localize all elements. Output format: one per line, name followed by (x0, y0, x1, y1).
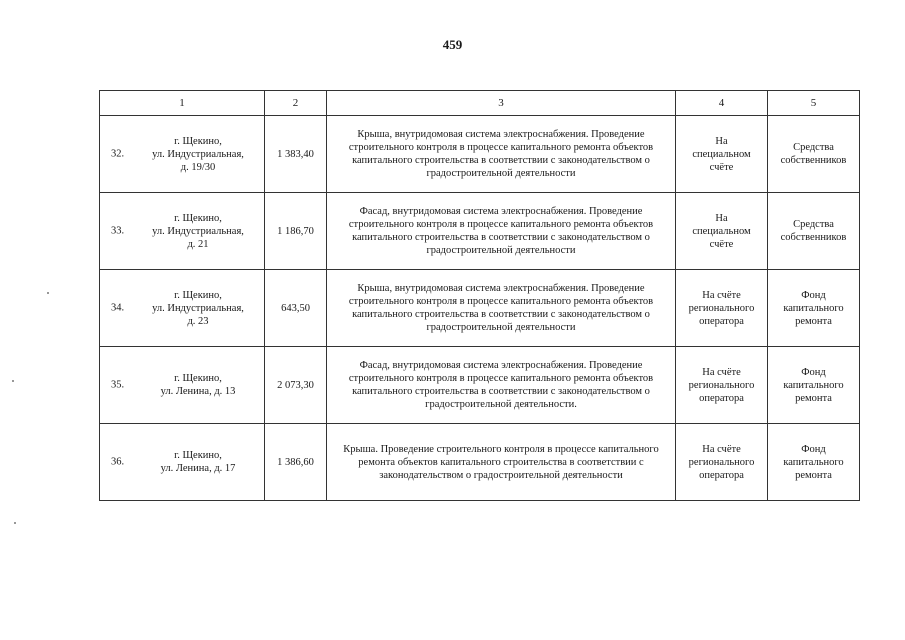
address-cell (100, 347, 265, 424)
address-line: г. Щекино, (174, 135, 222, 147)
fund-method-cell (676, 424, 768, 501)
fund-method-cell (676, 116, 768, 193)
fund-method-line: счёте (709, 161, 734, 173)
row-number: 33. (111, 225, 125, 237)
funding-source-line: капитального (783, 302, 844, 314)
area-cell: 643,50 (265, 270, 327, 347)
fund-method-line: регионального (688, 379, 755, 391)
address-line: г. Щекино, (174, 289, 222, 301)
address-line: г. Щекино, (174, 212, 222, 224)
row-number: 32. (111, 148, 125, 160)
address-lines (136, 212, 260, 251)
table-row (100, 347, 860, 424)
funding-source-cell (768, 116, 860, 193)
address-lines (136, 289, 260, 328)
fund-method-line: На (715, 135, 728, 147)
work-description-cell: Фасад, внутридомовая система электроснабжения. Проведение строительного контроля в процессе капитального ремонта объектов капитального строительства в соответствии с законодательством о градостроительной деятельности. (327, 347, 676, 424)
work-description-cell: Крыша, внутридомовая система электроснабжения. Проведение строительного контроля в процессе капитального ремонта объектов капитального строительства в соответствии с законодательством о градостроительной деятельности (327, 270, 676, 347)
fund-method-cell (676, 193, 768, 270)
funding-source-line: ремонта (795, 392, 832, 404)
page-number: 459 (442, 37, 463, 52)
funding-source-line: Средства (793, 142, 834, 153)
address-line: ул. Ленина, д. 13 (160, 386, 236, 397)
table-body (100, 116, 860, 501)
funding-source-line: ремонта (795, 469, 832, 481)
funding-source-line: собственников (780, 232, 847, 243)
address-line: ул. Индустриальная, (152, 302, 244, 314)
funding-source-line: Фонд (801, 443, 826, 455)
fund-method-line: специальном (692, 225, 751, 237)
fund-method-cell (676, 270, 768, 347)
fund-method-line: На счёте (702, 289, 741, 301)
funding-source-cell (768, 424, 860, 501)
repair-table (99, 90, 860, 501)
funding-source-cell (768, 347, 860, 424)
area-cell: 1 383,40 (265, 116, 327, 193)
address-line: д. 19/30 (180, 161, 216, 173)
work-description-cell: Крыша, внутридомовая система электроснабжения. Проведение строительного контроля в процессе капитального ремонта объектов капитального строительства в соответствии с законодательством о градостроительной деятельности (327, 116, 676, 193)
funding-source-cell (768, 270, 860, 347)
fund-method-line: счёте (709, 238, 734, 250)
address-line: д. 23 (187, 315, 209, 327)
address-line: д. 21 (187, 238, 209, 250)
address-cell (100, 116, 265, 193)
address-line: г. Щекино, (174, 450, 222, 461)
address-cell (100, 193, 265, 270)
address-line: ул. Индустриальная, (152, 225, 244, 237)
funding-source-line: ремонта (795, 315, 832, 327)
area-cell: 2 073,30 (265, 347, 327, 424)
address-lines (136, 372, 260, 398)
header-col-1: 1 (100, 91, 265, 116)
fund-method-line: специальном (692, 148, 751, 160)
fund-method-line: оператора (699, 315, 744, 327)
scan-speck (14, 522, 16, 524)
header-row (100, 91, 860, 116)
work-description-cell: Крыша. Проведение строительного контроля в процессе капитального ремонта объектов капитального строительства в соответствии с законодательством о градостроительной деятельности (327, 424, 676, 501)
table-row (100, 424, 860, 501)
funding-source-line: Фонд (801, 366, 826, 378)
address-line: ул. Индустриальная, (152, 148, 244, 160)
fund-method-line: оператора (699, 469, 744, 481)
fund-method-line: На (715, 212, 728, 224)
address-lines (136, 449, 260, 475)
address-cell (100, 270, 265, 347)
address-line: г. Щекино, (174, 373, 222, 384)
address-lines (136, 135, 260, 174)
row-number: 36. (111, 456, 125, 468)
fund-method-line: регионального (688, 456, 755, 468)
funding-source-line: собственников (780, 155, 847, 166)
header-col-5: 5 (768, 91, 860, 116)
table-row (100, 193, 860, 270)
address-cell (100, 424, 265, 501)
funding-source-line: Средства (793, 219, 834, 230)
table-row (100, 116, 860, 193)
scan-speck (12, 380, 14, 382)
work-description-cell: Фасад, внутридомовая система электроснабжения. Проведение строительного контроля в процессе капитального ремонта объектов капитального строительства в соответствии с законодательством о градостроительной деятельности (327, 193, 676, 270)
fund-method-line: регионального (688, 302, 755, 314)
scan-speck (47, 292, 49, 294)
funding-source-line: Фонд (801, 289, 826, 301)
area-cell: 1 186,70 (265, 193, 327, 270)
row-number: 35. (111, 379, 125, 391)
table-row (100, 270, 860, 347)
area-cell: 1 386,60 (265, 424, 327, 501)
funding-source-line: капитального (783, 456, 844, 468)
funding-source-line: капитального (783, 379, 844, 391)
header-col-3: 3 (327, 91, 676, 116)
fund-method-line: На счёте (702, 443, 741, 455)
row-number: 34. (111, 302, 125, 314)
fund-method-cell (676, 347, 768, 424)
funding-source-cell (768, 193, 860, 270)
header-col-4: 4 (676, 91, 768, 116)
header-col-2: 2 (265, 91, 327, 116)
fund-method-line: На счёте (702, 366, 741, 378)
fund-method-line: оператора (699, 392, 744, 404)
address-line: ул. Ленина, д. 17 (160, 463, 236, 474)
